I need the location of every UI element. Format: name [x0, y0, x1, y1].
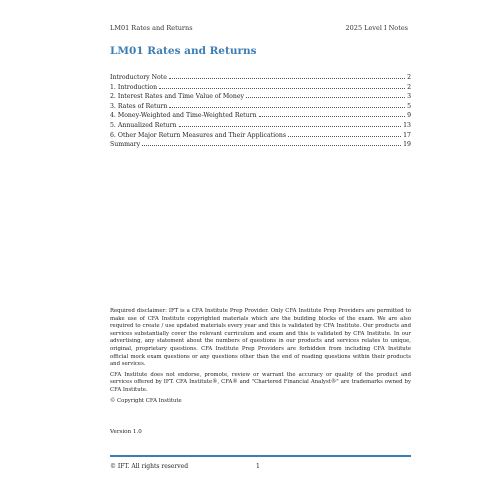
- toc-entry-page: 2: [407, 74, 411, 81]
- toc-entry-label: 3. Rates of Return: [110, 102, 168, 110]
- toc-entry-page: 3: [407, 93, 411, 101]
- toc-entry[interactable]: [110, 73, 411, 83]
- toc-entry-label: 6. Other Major Return Measures and Their Applications: [110, 131, 287, 139]
- toc-entry[interactable]: [110, 92, 411, 102]
- toc-entry-page: 9: [407, 112, 411, 120]
- toc-entry-label: 2. Interest Rates and Time Value of Money: [110, 93, 245, 101]
- toc-dot-leader: [179, 126, 402, 127]
- toc-entry-page: 2: [407, 83, 411, 91]
- toc-entry[interactable]: [110, 140, 411, 150]
- toc-entry[interactable]: [110, 102, 411, 112]
- toc-dot-leader: [169, 107, 405, 108]
- toc-entry[interactable]: [110, 121, 411, 131]
- trademark-paragraph: CFA Institute does not endorse, promote, review or warrant the accuracy or quality of the product and services offered by IFT. CFA Institute®, CFA® and "Chartered Financial Analyst®" are trademarks owned by CFA Institute.: [110, 371, 411, 393]
- footer-divider: [110, 455, 411, 457]
- toc-entry[interactable]: [110, 131, 411, 141]
- disclaimer-block: [110, 308, 411, 408]
- copyright-notice: © Copyright CFA Institute: [110, 397, 182, 404]
- header-left: LM01 Rates and Returns: [110, 24, 193, 32]
- toc-entry-label: 1. Introduction: [110, 83, 158, 91]
- toc-entry-label: 5. Annualized Return: [110, 121, 177, 129]
- toc-entry-page: 17: [403, 131, 411, 139]
- page-number: 1: [256, 463, 260, 470]
- version-label: Version 1.0: [110, 429, 142, 435]
- toc-dot-leader: [259, 116, 405, 117]
- toc-dot-leader: [288, 136, 401, 137]
- toc-entry-label: Introductory Note: [110, 74, 167, 81]
- disclaimer-paragraph: Required disclaimer: IFT is a CFA Institute Prep Provider. Only CFA Institute Prep Providers are permitted to make use of CFA Institute copyrighted materials which are the building blocks of the exam. We are also required to create / use updated materials every year and this is validated by CFA Institute. Our products and services substantially cover the relevant curriculum and exam and this is validated by CFA Institute. In our advertising, any statement about the numbers of questions in our products and services relates to unique, original, proprietary questions. CFA Institute Prep Providers are forbidden from including CFA Institute official mock exam questions or any questions other than the end of reading questions within their products and services.: [110, 308, 411, 368]
- toc-dot-leader: [159, 88, 405, 89]
- table-of-contents: [110, 73, 411, 150]
- toc-entry-label: 4. Money-Weighted and Time-Weighted Return: [110, 112, 257, 120]
- toc-entry-page: 19: [403, 141, 411, 149]
- toc-entry-page: 13: [403, 121, 411, 129]
- header-right: 2025 Level I Notes: [345, 24, 408, 32]
- footer-copyright: © IFT. All rights reserved: [110, 463, 189, 470]
- toc-dot-leader: [169, 78, 405, 79]
- toc-dot-leader: [142, 145, 401, 146]
- page-title: LM01 Rates and Returns: [110, 45, 257, 57]
- toc-entry-page: 5: [407, 102, 411, 110]
- toc-entry[interactable]: [110, 83, 411, 93]
- toc-entry-label: Summary: [110, 141, 141, 149]
- toc-entry[interactable]: [110, 111, 411, 121]
- toc-dot-leader: [246, 97, 405, 98]
